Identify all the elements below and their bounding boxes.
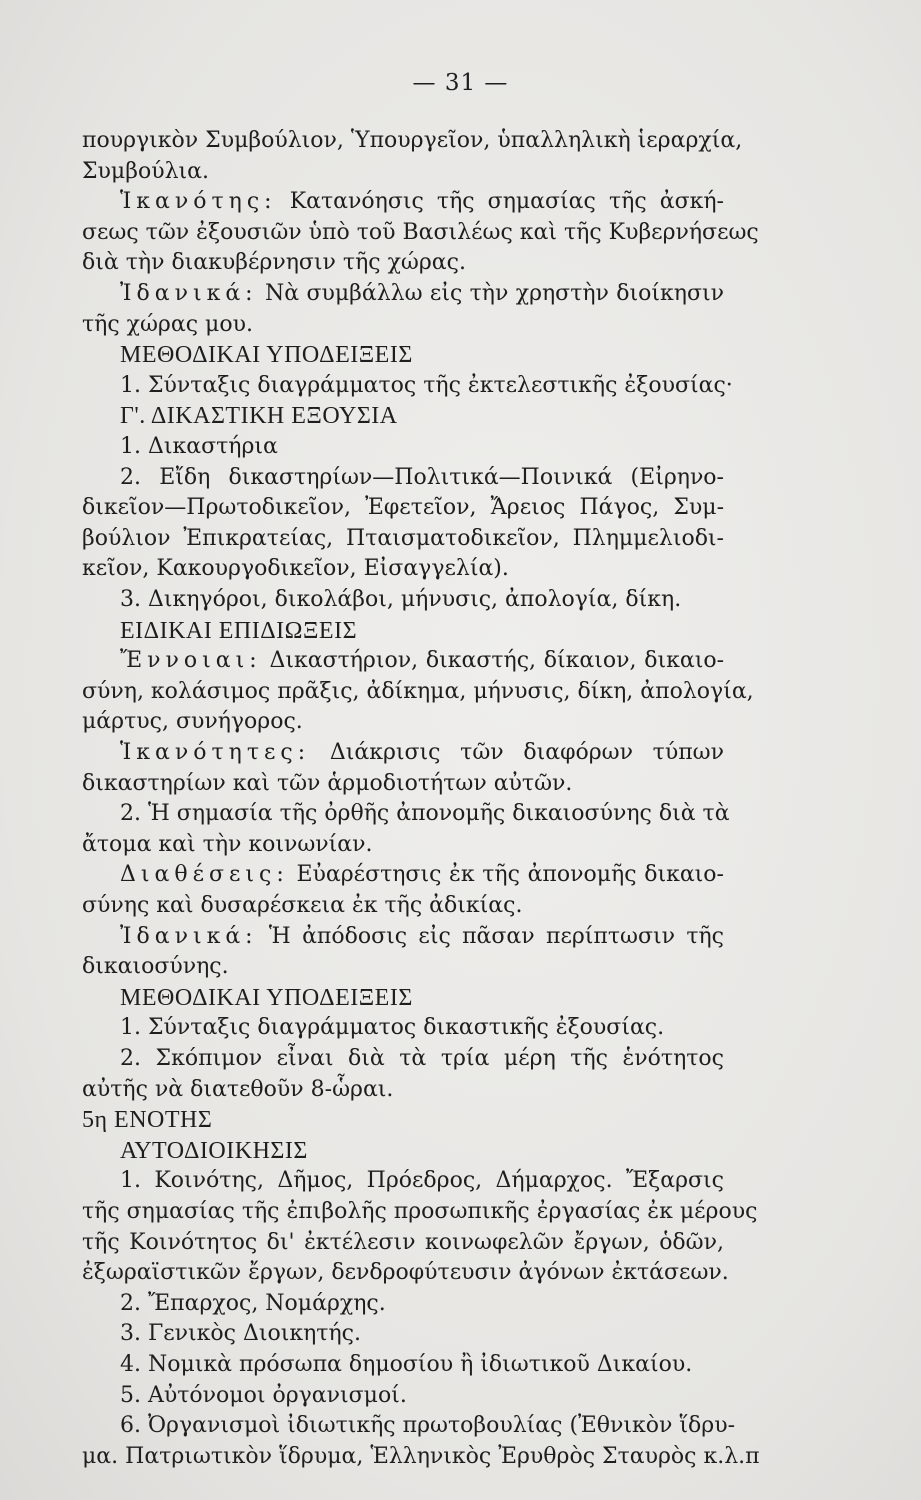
page-number: — 31 —: [412, 70, 509, 96]
line-text: ΑΥΤΟΔΙΟΙΚΗΣΙΣ: [120, 1138, 308, 1164]
spaced-term: Ἱκανότητες:: [120, 740, 311, 765]
text-line: [82, 159, 724, 185]
line-text: 1. Κοινότης, Δῆμος, Πρόεδρος, Δήμαρχος. Ἔξαρσις: [120, 1168, 724, 1193]
text-line: [82, 1230, 724, 1256]
line-text: 1. Σύνταξις διαγράμματος δικαστικῆς ἐξουσίας.: [120, 1015, 665, 1040]
line-text: διὰ τὴν διακυβέρνησιν τῆς χώρας.: [82, 250, 466, 275]
line-text: Γ'. ΔΙΚΑΣΤΙΚΗ ΕΞΟΥΣΙΑ: [120, 403, 398, 429]
text-line: [120, 862, 724, 888]
text-line: [120, 1291, 724, 1317]
line-text: 5η ΕΝΟΤΗΣ: [82, 1107, 213, 1133]
line-text: ΜΕΘΟΔΙΚΑΙ ΥΠΟΔΕΙΞΕΙΣ: [120, 985, 413, 1011]
section-heading: [120, 618, 724, 644]
text-line: [120, 281, 724, 307]
line-text: Δικαστήριον, δικαστής, δίκαιον, δικαιο-: [261, 648, 724, 673]
text-line: [82, 709, 724, 735]
line-text: ἐξωραϊστικῶν ἔργων, δενδροφύτευσιν ἀγόνων ἐκτάσεων.: [82, 1260, 729, 1285]
text-line: [82, 250, 724, 276]
text-line: [82, 495, 724, 521]
text-line: [120, 587, 724, 613]
text-line: [82, 771, 724, 797]
line-text: Συμβούλια.: [82, 159, 209, 184]
text-line: [82, 893, 724, 919]
spaced-term: Ἰδανικά:: [120, 281, 258, 306]
line-text: 1. Σύνταξις διαγράμματος τῆς ἐκτελεστικῆς ἐξουσίας·: [120, 373, 733, 398]
line-text: Εὐαρέστησις ἐκ τῆς ἀπονομῆς δικαιο-: [288, 862, 724, 887]
line-text: 2. Ἔπαρχος, Νομάρχης.: [120, 1291, 386, 1316]
line-text: τῆς χώρας μου.: [82, 312, 253, 337]
text-line: [82, 1199, 758, 1225]
text-line: [120, 1046, 724, 1072]
section-heading: [120, 403, 724, 429]
text-line: [82, 556, 724, 582]
text-line: [120, 189, 724, 215]
line-text: μα. Πατριωτικὸν ἵδρυμα, Ἑλληνικὸς Ἐρυθρὸς Σταυρὸς κ.λ.π: [82, 1444, 760, 1469]
text-line: [120, 924, 724, 950]
text-line: [120, 648, 724, 674]
text-line: [120, 1383, 724, 1409]
line-text: ΕΙΔΙΚΑΙ ΕΠΙΔΙΩΞΕΙΣ: [120, 618, 358, 644]
section-heading: [82, 1107, 724, 1133]
text-line: [82, 1444, 760, 1470]
text-line: [120, 373, 733, 399]
text-line: [82, 954, 724, 980]
line-text: Νὰ συμβάλλω εἰς τὴν χρηστὴν διοίκησιν: [257, 281, 724, 306]
text-line: [120, 1413, 736, 1439]
line-text: τῆς Κοινότητος δι' ἐκτέλεσιν κοινωφελῶν ἔργων, ὁδῶν,: [82, 1230, 724, 1255]
line-text: μάρτυς, συνήγορος.: [82, 709, 303, 734]
line-text: Διάκρισις τῶν διαφόρων τύπων: [310, 740, 724, 765]
line-text: κεῖον, Κακουργοδικεῖον, Εἰσαγγελία).: [82, 556, 509, 581]
text-line: [120, 465, 724, 491]
line-text: 3. Γενικὸς Διοικητής.: [120, 1321, 361, 1346]
text-line: [82, 1077, 724, 1103]
line-text: 2. Ἡ σημασία τῆς ὀρθῆς ἀπονομῆς δικαιοσύνης διὰ τὰ: [120, 801, 730, 826]
line-text: τῆς σημασίας τῆς ἐπιβολῆς προσωπικῆς ἐργασίας ἐκ μέρους: [82, 1199, 758, 1224]
section-heading: [120, 342, 724, 368]
text-line: [82, 832, 724, 858]
spaced-term: Διαθέσεις:: [120, 862, 289, 887]
text-line: [120, 1015, 724, 1041]
text-line: [120, 434, 724, 460]
text-line: [120, 1321, 724, 1347]
line-text: δικαστηρίων καὶ τῶν ἁρμοδιοτήτων αὐτῶν.: [82, 771, 573, 796]
line-text: 5. Αὐτόνομοι ὀργανισμοί.: [120, 1383, 407, 1408]
text-line: [82, 312, 724, 338]
line-text: σεως τῶν ἐξουσιῶν ὑπὸ τοῦ Βασιλέως καὶ τῆς Κυβερνήσεως: [82, 220, 759, 245]
line-text: αὐτῆς νὰ διατεθοῦν 8-ὧραι.: [82, 1077, 394, 1102]
line-text: ἄτομα καὶ τὴν κοινωνίαν.: [82, 832, 373, 857]
line-text: σύνης καὶ δυσαρέσκεια ἐκ τῆς ἀδικίας.: [82, 893, 523, 918]
line-text: πουργικὸν Συμβούλιον, Ὑπουργεῖον, ὑπαλληλικὴ ἱεραρχία,: [82, 128, 743, 153]
text-line: [120, 740, 724, 766]
spaced-term: Ἔννοιαι:: [120, 648, 262, 673]
line-text: Κατανόησις τῆς σημασίας τῆς ἀσκή-: [276, 189, 724, 214]
text-line: [82, 1260, 729, 1286]
section-heading: [120, 985, 724, 1011]
text-line: [120, 1168, 724, 1194]
line-text: δικαιοσύνης.: [82, 954, 229, 979]
spaced-term: Ἱκανότης:: [120, 189, 277, 214]
line-text: 3. Δικηγόροι, δικολάβοι, μήνυσις, ἀπολογία, δίκη.: [120, 587, 682, 612]
line-text: 2. Εἴδη δικαστηρίων—Πολιτικά—Ποινικά (Εἰρηνο-: [120, 465, 724, 490]
line-text: Ἡ ἀπόδοσις εἰς πᾶσαν περίπτωσιν τῆς: [257, 924, 724, 949]
line-text: ΜΕΘΟΔΙΚΑΙ ΥΠΟΔΕΙΞΕΙΣ: [120, 342, 413, 368]
section-heading: [120, 1138, 724, 1164]
line-text: 4. Νομικὰ πρόσωπα δημοσίου ἢ ἰδιωτικοῦ Δικαίου.: [120, 1352, 693, 1377]
line-text: 1. Δικαστήρια: [120, 434, 278, 459]
line-text: δικεῖον—Πρωτοδικεῖον, Ἐφετεῖον, Ἄρειος Πάγος, Συμ-: [82, 495, 724, 520]
text-line: [120, 1352, 724, 1378]
line-text: 6. Ὀργανισμοὶ ἰδιωτικῆς πρωτοβουλίας (Ἐθνικὸν ἵδρυ-: [120, 1413, 736, 1438]
text-line: [82, 679, 754, 705]
line-text: βούλιον Ἐπικρατείας, Πταισματοδικεῖον, Πλημμελιοδι-: [82, 526, 724, 551]
text-line: [120, 801, 730, 827]
text-line: [82, 128, 743, 154]
line-text: σύνη, κολάσιμος πρᾶξις, ἀδίκημα, μήνυσις, δίκη, ἀπολογία,: [82, 679, 754, 704]
text-line: [82, 220, 759, 246]
spaced-term: Ἰδανικά:: [120, 924, 258, 949]
line-text: 2. Σκόπιμον εἶναι διὰ τὰ τρία μέρη τῆς ἑνότητος: [120, 1046, 724, 1071]
text-line: [82, 526, 724, 552]
